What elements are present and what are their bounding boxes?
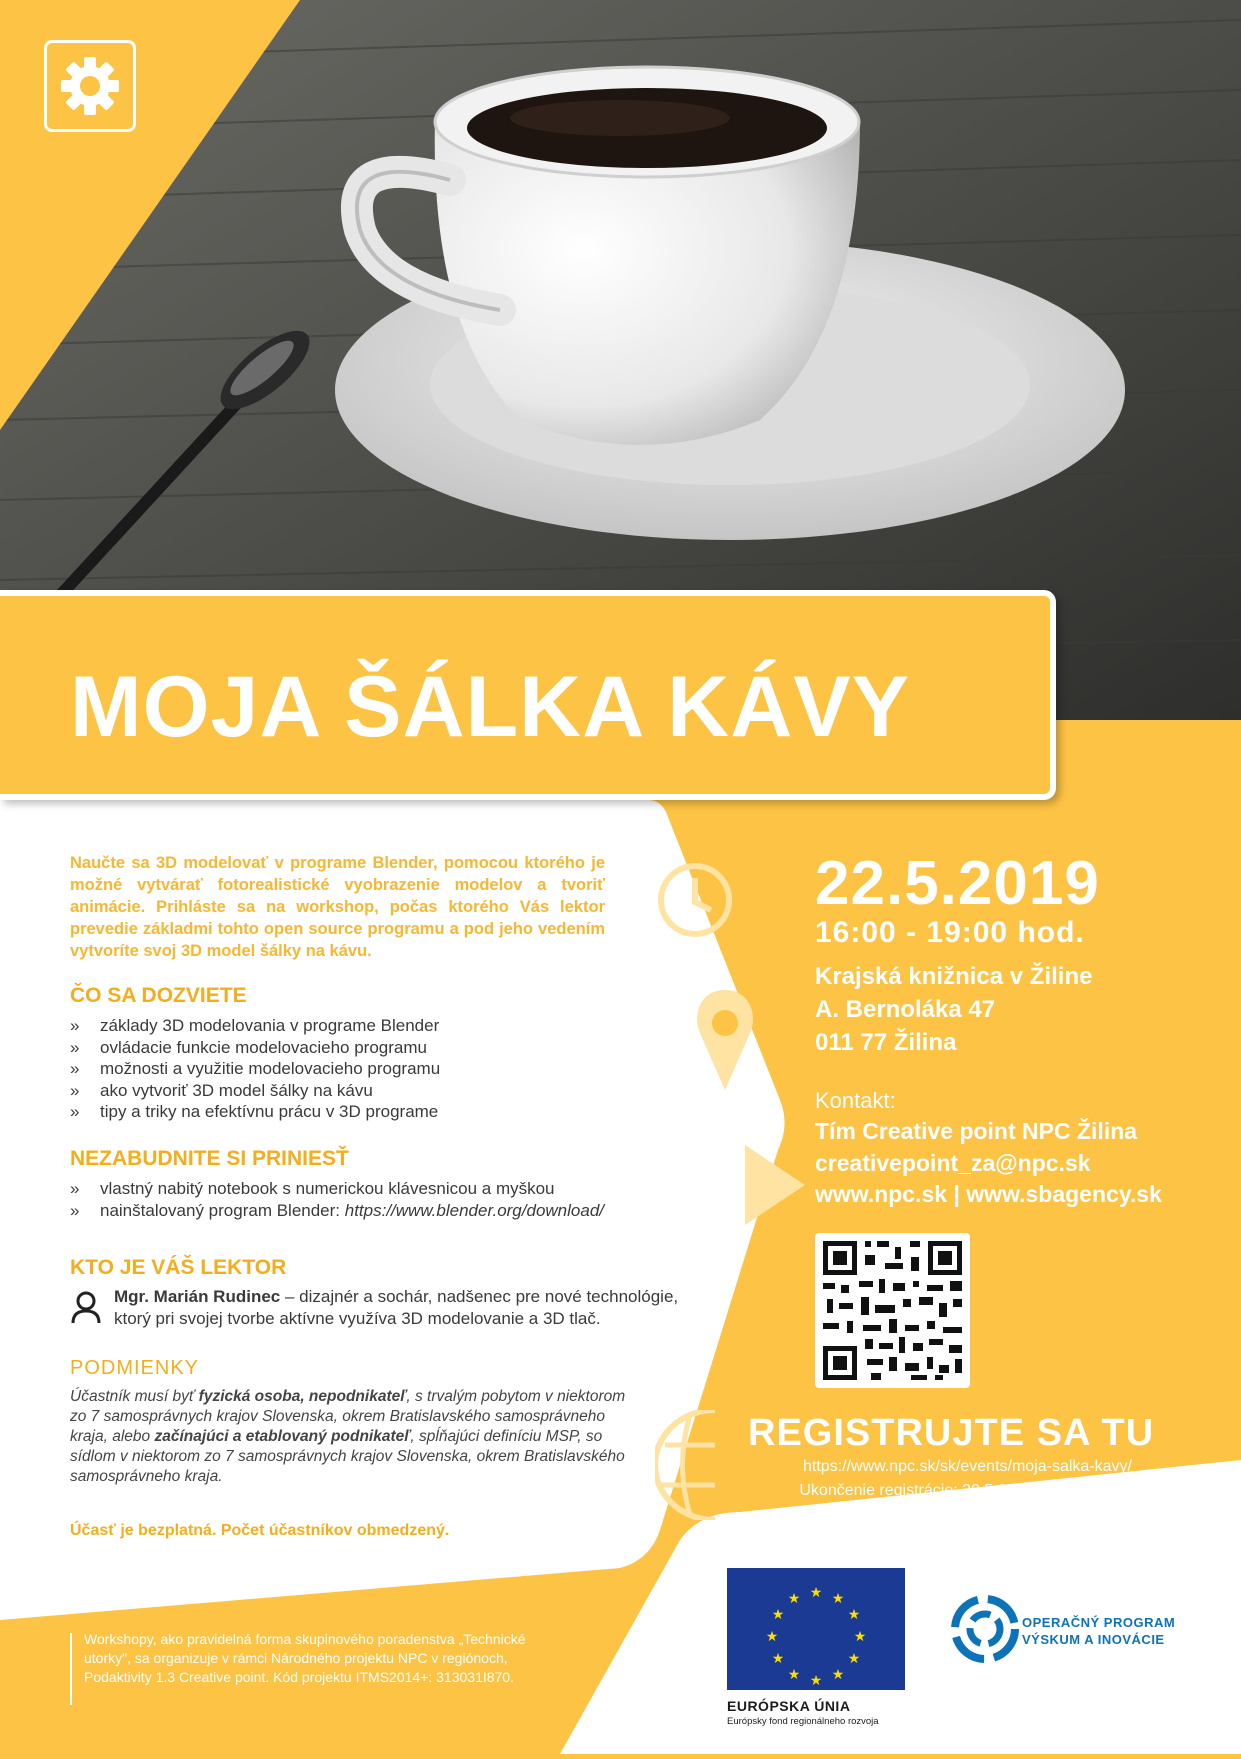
svg-text:★: ★ bbox=[847, 1607, 861, 1623]
svg-text:★: ★ bbox=[809, 1673, 823, 1689]
venue-name: Krajská knižnica v Žiline bbox=[815, 963, 1093, 990]
contact-team: Tím Creative point NPC Žilina bbox=[815, 1118, 1138, 1144]
website-sbagency-link[interactable]: www.sbagency.sk bbox=[966, 1181, 1162, 1207]
svg-text:★: ★ bbox=[831, 1591, 845, 1607]
footer-text: Workshopy, ako pravidelná forma skupinového poradenstva „Technické utorky", sa organizuje v rámci Národného projektu NPC v regiónoch, Podaktivity 1.3 Creative point. Kód projektu ITMS2014+: 313031I870. bbox=[84, 1631, 526, 1685]
svg-text:★: ★ bbox=[809, 1585, 823, 1601]
blender-download-link[interactable]: https://www.blender.org/download/ bbox=[344, 1200, 604, 1220]
svg-text:★: ★ bbox=[787, 1667, 801, 1683]
eu-subtitle: Európsky fond regionálneho rozvoja bbox=[727, 1716, 879, 1727]
event-date: 22.5.2019 bbox=[815, 849, 1100, 918]
intro-text: Naučte sa 3D modelovať v programe Blender, pomocou ktorého je možné vytvárať fotorealistické vyobrazenie modelov a tvoriť animácie. Prihláste sa na workshop, počas ktorého Vás lektor prevedie základmi tohto open source programu a pod jeho vedením vytvoríte svoj 3D model šálky na kávu. bbox=[70, 854, 605, 960]
list-item: » nainštalovaný program Blender: https://www.blender.org/download/ bbox=[70, 1200, 604, 1220]
website-npc-link[interactable]: www.npc.sk bbox=[815, 1181, 948, 1207]
page-title: MOJA ŠÁLKA KÁVY bbox=[70, 659, 911, 755]
qr-code[interactable] bbox=[815, 1233, 970, 1388]
conditions-text: Účastník musí byť fyzická osoba, nepodnikateľ, s trvalým pobytom v niektorom zo 7 samosprávnych krajov Slovenska, okrem Bratislavského samosprávneho kraja, alebo začínajúci a etablovaný podnikateľ, spĺňajúci definíciu MSP, so sídlom v niektorom zo 7 samosprávnych krajov Slovenska, okrem Bratislavského samosprávneho kraja. bbox=[70, 1388, 626, 1485]
op-logo-icon bbox=[948, 1592, 1022, 1671]
op-logo-text: OPERAČNÝ PROGRAM VÝSKUM A INOVÁCIE bbox=[1022, 1615, 1176, 1647]
lektor-name: Mgr. Marián Rudinec bbox=[114, 1287, 281, 1306]
svg-text:★: ★ bbox=[771, 1651, 785, 1667]
user-icon bbox=[70, 1290, 102, 1329]
svg-text:★: ★ bbox=[853, 1629, 867, 1645]
clock-icon bbox=[655, 860, 735, 945]
register-heading: REGISTRUJTE SA TU bbox=[748, 1412, 1155, 1454]
contact-websites bbox=[815, 1181, 1162, 1208]
register-link[interactable]: https://www.npc.sk/sk/events/moja-salka-kavy/ bbox=[803, 1458, 1132, 1475]
learn-heading: ČO SA DOZVIETE bbox=[70, 984, 247, 1007]
conditions-heading: PODMIENKY bbox=[70, 1357, 200, 1379]
separator: | bbox=[953, 1181, 960, 1207]
contact-email[interactable]: creativepoint_za@npc.sk bbox=[815, 1150, 1091, 1176]
list-item: » ovládacie funkcie modelovacieho programu bbox=[70, 1037, 427, 1057]
title-banner bbox=[0, 590, 1056, 800]
learn-list bbox=[70, 1015, 710, 1123]
lektor-text: Mgr. Marián Rudinec – dizajnér a sochár, nadšenec pre nové technológie, ktorý pri svojej tvorbe aktívne využíva 3D modelovanie a 3D tlač. bbox=[114, 1287, 679, 1328]
envelope-icon bbox=[745, 1145, 805, 1230]
svg-text:★: ★ bbox=[831, 1667, 845, 1683]
list-item: » možnosti a využitie modelovacieho programu bbox=[70, 1059, 441, 1078]
footer-divider bbox=[70, 1633, 72, 1705]
svg-text:★: ★ bbox=[787, 1591, 801, 1607]
svg-text:★: ★ bbox=[847, 1651, 861, 1667]
bring-list bbox=[70, 1178, 710, 1221]
svg-text:★: ★ bbox=[771, 1607, 785, 1623]
venue-city: 011 77 Žilina bbox=[815, 1029, 957, 1056]
contact-label: Kontakt: bbox=[815, 1088, 896, 1113]
lektor-heading: KTO JE VÁŠ LEKTOR bbox=[70, 1256, 287, 1279]
free-note: Účasť je bezplatná. Počet účastníkov obmedzený. bbox=[70, 1522, 450, 1539]
svg-text:★: ★ bbox=[765, 1629, 779, 1645]
list-item: » tipy a triky na efektívnu prácu v 3D programe bbox=[70, 1102, 439, 1121]
eu-title: EURÓPSKA ÚNIA bbox=[727, 1698, 851, 1714]
eu-flag bbox=[727, 1568, 905, 1690]
event-time: 16:00 - 19:00 hod. bbox=[815, 916, 1085, 949]
register-deadline: Ukončenie registrácie: 20.5.2019 do 16:00 hod. bbox=[799, 1482, 1136, 1499]
globe-icon bbox=[655, 1410, 715, 1525]
list-item: » základy 3D modelovania v programe Blender bbox=[70, 1016, 440, 1035]
bring-heading: NEZABUDNITE SI PRINIESŤ bbox=[70, 1147, 349, 1170]
venue-street: A. Bernoláka 47 bbox=[815, 996, 996, 1023]
list-item: » ako vytvoriť 3D model šálky na kávu bbox=[70, 1080, 373, 1100]
list-item: » vlastný nabitý notebook s numerickou klávesnicou a myškou bbox=[70, 1179, 555, 1198]
